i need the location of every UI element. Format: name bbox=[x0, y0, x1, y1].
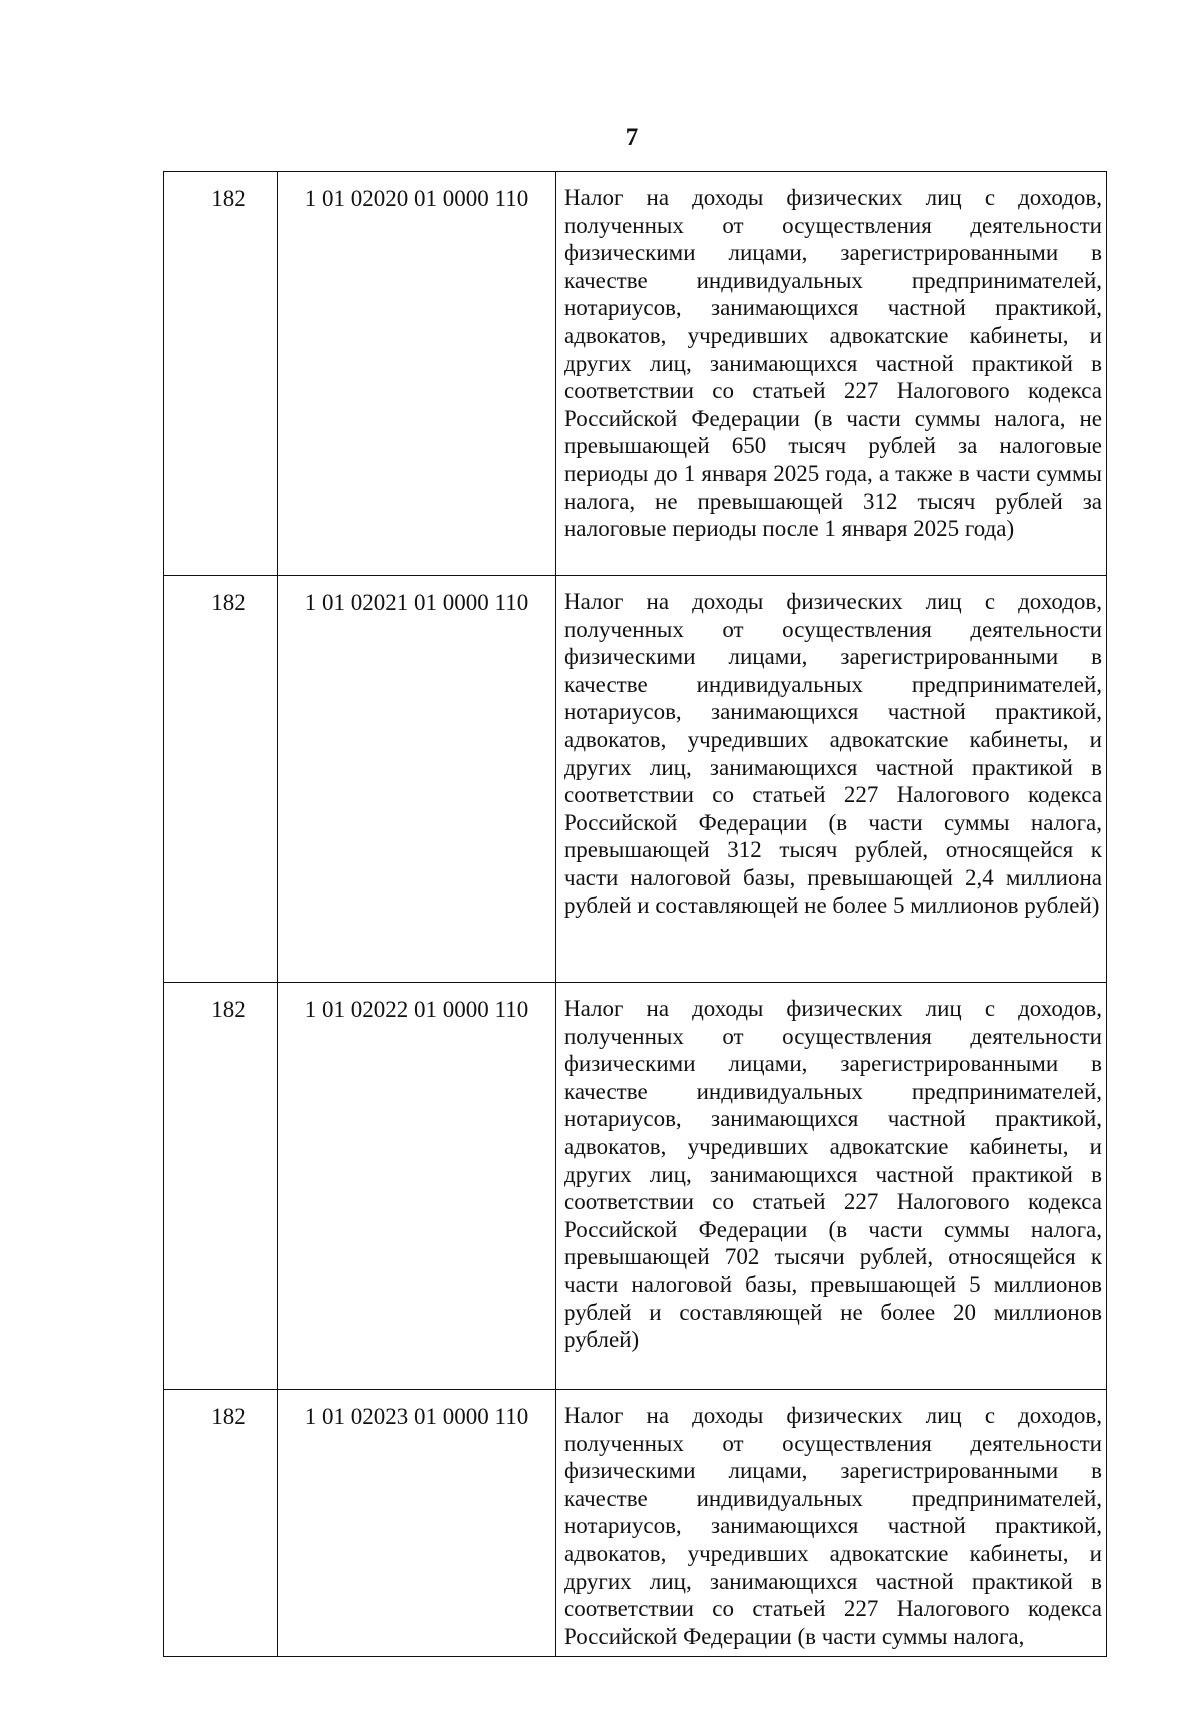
table-row bbox=[164, 1390, 1107, 1657]
budget-code-cell: 1 01 02021 01 0000 110 bbox=[278, 576, 556, 983]
admin-code-cell: 182 bbox=[164, 576, 278, 983]
description-cell: Налог на доходы физических лиц с доходов, полученных от осуществления деятельности физическими лицами, зарегистрированными в качестве индивидуальных предпринимателей, нотариусов, занимающихся частной практикой, адвокатов, учредивших адвокатские кабинеты, и других лиц, занимающихся частной практикой в соответствии со статьей 227 Налогового кодекса Российской Федерации (в части суммы налога, превышающей 702 тысячи рублей, относящейся к части налоговой базы, превышающей 5 миллионов рублей и составляющей не более 20 миллионов рублей) bbox=[556, 983, 1107, 1390]
income-tax-codes-table bbox=[163, 171, 1107, 1657]
admin-code-cell: 182 bbox=[164, 1390, 278, 1657]
budget-code-cell: 1 01 02023 01 0000 110 bbox=[278, 1390, 556, 1657]
description-cell: Налог на доходы физических лиц с доходов, полученных от осуществления деятельности физическими лицами, зарегистрированными в качестве индивидуальных предпринимателей, нотариусов, занимающихся частной практикой, адвокатов, учредивших адвокатские кабинеты, и других лиц, занимающихся частной практикой в соответствии со статьей 227 Налогового кодекса Российской Федерации (в части суммы налога, не превышающей 650 тысяч рублей за налоговые периоды до 1 января 2025 года, а также в части суммы налога, не превышающей 312 тысяч рублей за налоговые периоды после 1 января 2025 года) bbox=[556, 172, 1107, 576]
budget-code-cell: 1 01 02022 01 0000 110 bbox=[278, 983, 556, 1390]
table-row bbox=[164, 983, 1107, 1390]
budget-code-cell: 1 01 02020 01 0000 110 bbox=[278, 172, 556, 576]
table-row bbox=[164, 172, 1107, 576]
page-number: 7 bbox=[625, 124, 639, 151]
admin-code-cell: 182 bbox=[164, 172, 278, 576]
table-row bbox=[164, 576, 1107, 983]
admin-code-cell: 182 bbox=[164, 983, 278, 1390]
description-cell: Налог на доходы физических лиц с доходов, полученных от осуществления деятельности физическими лицами, зарегистрированными в качестве индивидуальных предпринимателей, нотариусов, занимающихся частной практикой, адвокатов, учредивших адвокатские кабинеты, и других лиц, занимающихся частной практикой в соответствии со статьей 227 Налогового кодекса Российской Федерации (в части суммы налога, превышающей 312 тысяч рублей, относящейся к части налоговой базы, превышающей 2,4 миллиона рублей и составляющей не более 5 миллионов рублей) bbox=[556, 576, 1107, 983]
description-cell: Налог на доходы физических лиц с доходов, полученных от осуществления деятельности физическими лицами, зарегистрированными в качестве индивидуальных предпринимателей, нотариусов, занимающихся частной практикой, адвокатов, учредивших адвокатские кабинеты, и других лиц, занимающихся частной практикой в соответствии со статьей 227 Налогового кодекса Российской Федерации (в части суммы налога, bbox=[556, 1390, 1107, 1657]
